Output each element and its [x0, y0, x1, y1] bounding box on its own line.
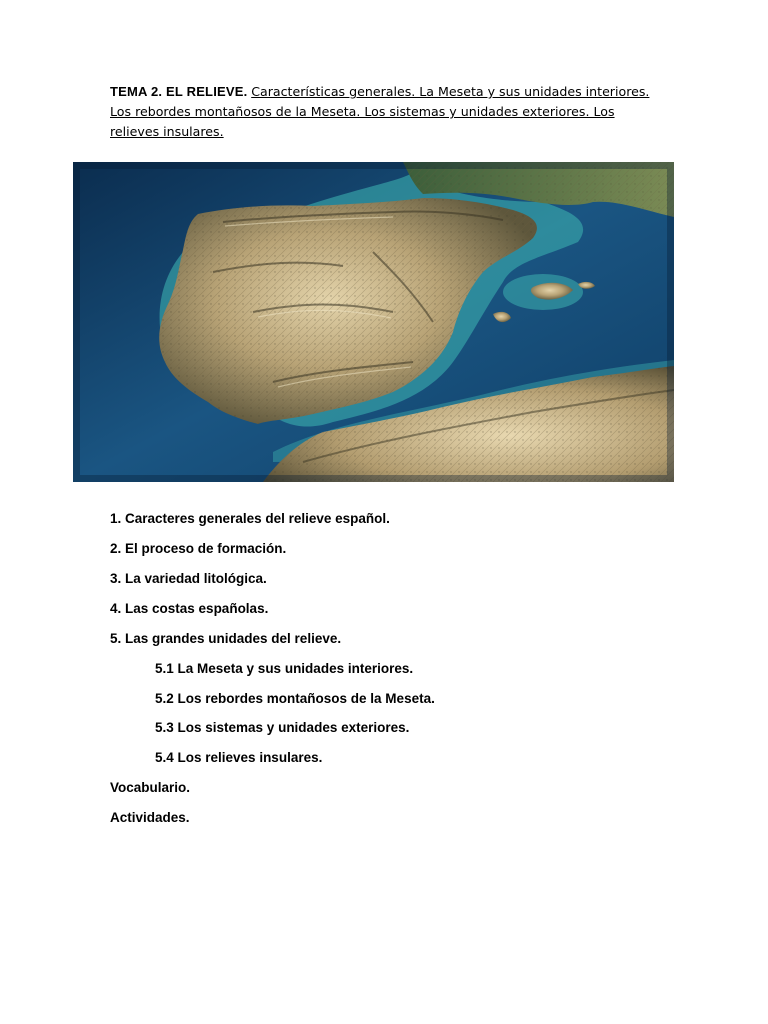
toc-item-4: 4. Las costas españolas.: [110, 601, 269, 616]
toc-item-vocabulario: Vocabulario.: [110, 780, 191, 795]
toc-item-1: 1. Caracteres generales del relieve español.: [110, 511, 390, 526]
document-header: [110, 82, 665, 142]
toc-item-5-1: 5.1 La Meseta y sus unidades interiores.: [155, 661, 414, 676]
relief-map-image: [73, 162, 674, 482]
toc-item-actividades: Actividades.: [110, 810, 190, 825]
toc-item-5-3: 5.3 Los sistemas y unidades exteriores.: [155, 720, 410, 735]
toc-item-5: 5. Las grandes unidades del relieve.: [110, 631, 342, 646]
toc-item-2: 2. El proceso de formación.: [110, 541, 287, 556]
toc-item-3: 3. La variedad litológica.: [110, 571, 267, 586]
toc-item-5-4: 5.4 Los relieves insulares.: [155, 750, 323, 765]
toc-item-5-2: 5.2 Los rebordes montañosos de la Meseta.: [155, 691, 435, 706]
topic-title: TEMA 2. EL RELIEVE.: [110, 84, 248, 99]
topic-subtitle: Características generales. La Meseta y sus unidades interiores. Los rebordes montañosos de la Meseta. Los sistemas y unidades exteriores. Los relieves insulares.: [110, 84, 650, 139]
